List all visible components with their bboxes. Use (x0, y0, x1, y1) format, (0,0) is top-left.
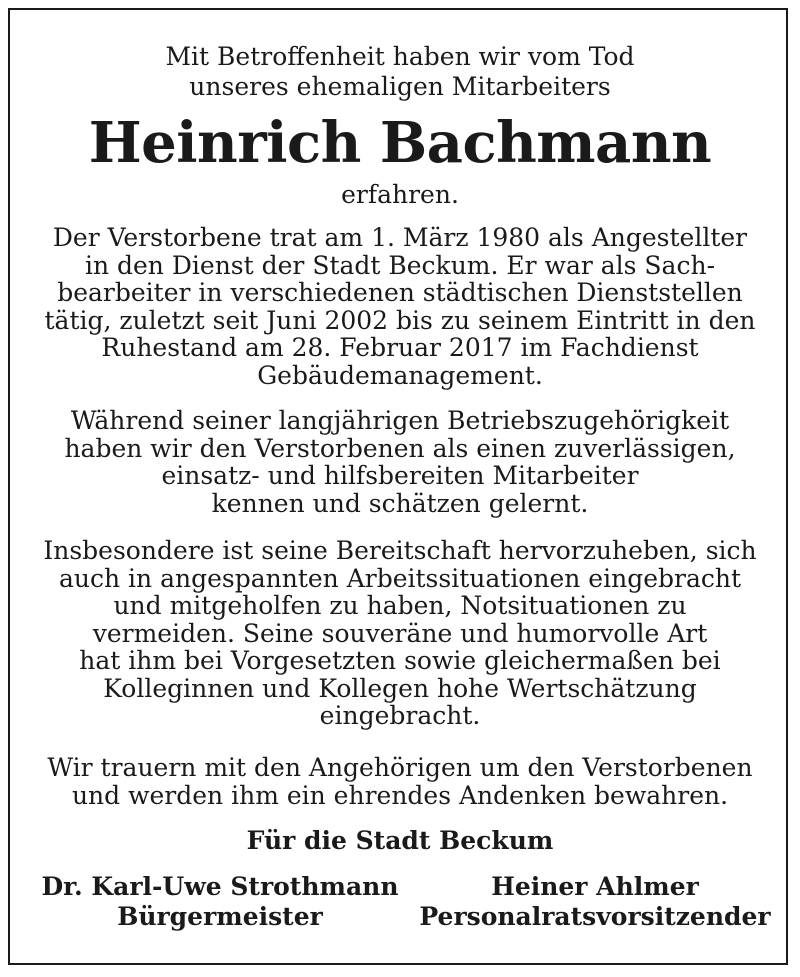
text-line: auch in angespannten Arbeitssituationen eingebracht (58, 563, 742, 593)
text-line: und werden ihm ein ehrendes Andenken bewahren. (71, 780, 729, 810)
text-line: erfahren. (341, 180, 459, 209)
intro-line: Mit Betroffenheit haben wir vom Tod (165, 42, 635, 71)
text-line: Ruhestand am 28. Februar 2017 im Fachdienst (101, 333, 699, 362)
text-line: tätig, zuletzt seit Juni 2002 bis zu seinem Eintritt in den (44, 305, 756, 335)
text-line: Wir trauern mit den Angehörigen um den Verstorbenen (47, 753, 753, 782)
signatory-title: Personalratsvorsitzender (419, 902, 771, 931)
signatory-name: Heiner Ahlmer (491, 872, 699, 901)
paragraph-character (20, 537, 780, 730)
paragraph-mourning (20, 754, 780, 809)
text-line: Kolleginnen und Kollegen hohe Wertschätzung (103, 673, 697, 703)
signature-mayor (30, 872, 410, 932)
text-line: vermeiden. Seine souveräne und humorvolle Art (92, 618, 708, 648)
text-line: bearbeiter in verschiedenen städtischen Dienststellen (57, 278, 743, 307)
learned-text (20, 181, 780, 209)
paragraph-career (20, 224, 780, 389)
text-line: eingebracht. (319, 701, 481, 730)
deceased-name: Heinrich Bachmann (88, 110, 712, 176)
text-line: Der Verstorbene trat am 1. März 1980 als Angestellter (52, 223, 748, 252)
signature-staff-council (410, 872, 780, 932)
text-line: einsatz- und hilfsbereiten Mitarbeiter (161, 461, 639, 490)
text-line: in den Dienst der Stadt Beckum. Er war als Sach- (84, 250, 716, 280)
intro-line: unseres ehemaligen Mitarbeiters (189, 72, 611, 101)
text-line: hat ihm bei Vorgesetzten sowie gleichermaßen bei (79, 646, 721, 675)
text-line: haben wir den Verstorbenen als einen zuverlässigen, (64, 433, 736, 463)
text-line: Während seiner langjährigen Betriebszugehörigkeit (70, 406, 730, 435)
intro-text (0, 42, 800, 102)
paragraph-appreciation (20, 407, 780, 517)
text-line: kennen und schätzen gelernt. (211, 488, 589, 518)
text-line: Insbesondere ist seine Bereitschaft hervorzuheben, sich (43, 536, 757, 565)
text-line: Gebäudemanagement. (257, 360, 543, 390)
signatory-title: Bürgermeister (117, 902, 323, 931)
signatory-name: Dr. Karl-Uwe Strothmann (41, 872, 399, 901)
on-behalf-of: Für die Stadt Beckum (246, 826, 554, 855)
text-line: und mitgeholfen zu haben, Notsituationen zu (113, 591, 687, 620)
